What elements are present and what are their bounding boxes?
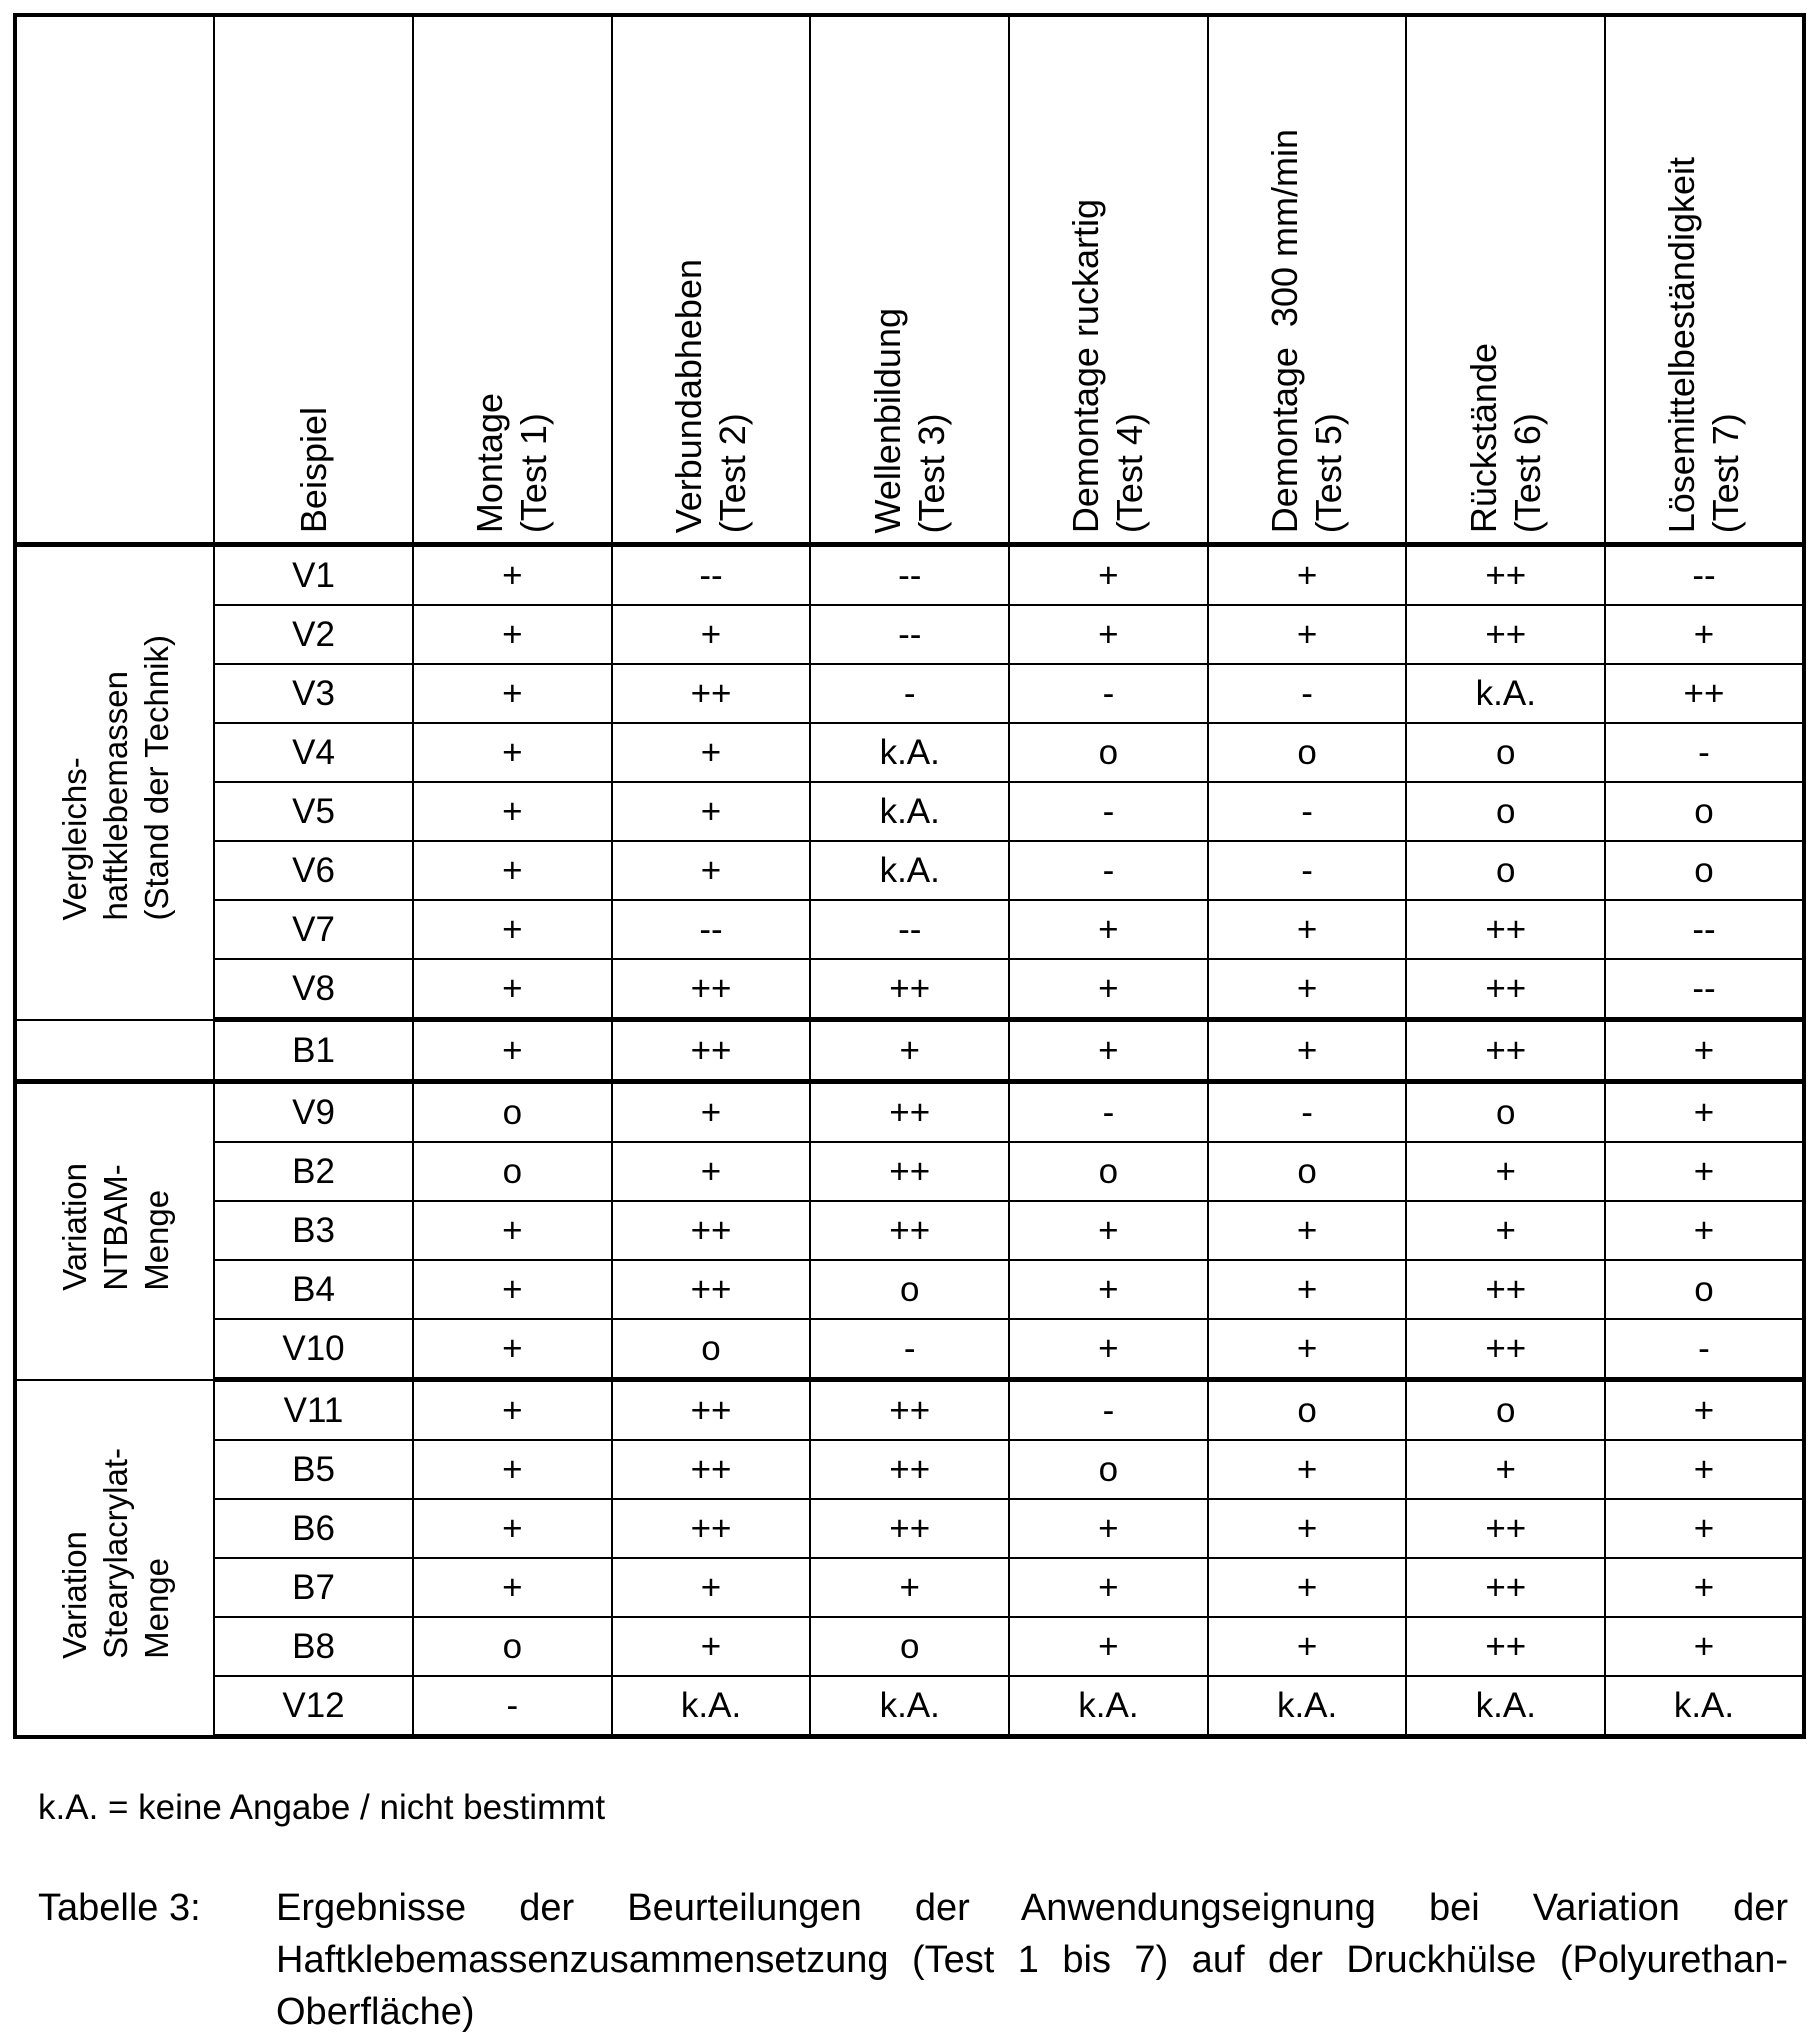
example-id-cell: V7 [214, 900, 413, 959]
rating-cell: + [1009, 545, 1208, 606]
rating-cell: + [1009, 1201, 1208, 1260]
rating-cell: + [413, 664, 612, 723]
table-row [15, 1676, 1804, 1737]
rating-cell: + [413, 1319, 612, 1380]
rating-cell: - [1208, 782, 1407, 841]
example-id-cell: B8 [214, 1617, 413, 1676]
example-id-cell: B6 [214, 1499, 413, 1558]
rating-cell: ++ [612, 959, 811, 1020]
table-row [15, 664, 1804, 723]
rating-cell: + [612, 1617, 811, 1676]
rating-cell: + [1605, 1380, 1804, 1441]
rating-cell: o [1009, 1142, 1208, 1201]
rating-cell: + [1009, 1319, 1208, 1380]
rating-cell: ++ [1406, 545, 1605, 606]
rating-cell: ++ [1406, 1020, 1605, 1082]
rating-cell: k.A. [612, 1676, 811, 1737]
rating-cell: ++ [810, 1142, 1009, 1201]
rating-cell: + [1208, 959, 1407, 1020]
table-row [15, 1260, 1804, 1319]
table-row [15, 1499, 1804, 1558]
example-id-cell: B4 [214, 1260, 413, 1319]
rating-cell: + [1009, 1020, 1208, 1082]
header-label: Beispiel [292, 379, 336, 533]
example-id-cell: V3 [214, 664, 413, 723]
rating-cell: o [1605, 782, 1804, 841]
table-row [15, 545, 1804, 606]
rating-cell: ++ [1406, 900, 1605, 959]
rating-cell: o [1605, 1260, 1804, 1319]
rating-cell: - [1208, 1082, 1407, 1143]
caption-text: Ergebnisse der Beurteilungen der Anwendungseignung bei Variation der Haftklebemassenzusammensetzung (Test 1 bis 7) auf der Druckhülse (Polyurethan-Oberfläche) [276, 1882, 1788, 2038]
table-row [15, 1380, 1804, 1441]
rating-cell: + [1009, 1558, 1208, 1617]
rating-cell: + [1208, 1617, 1407, 1676]
table-row [15, 1142, 1804, 1201]
rating-cell: + [1009, 900, 1208, 959]
rating-cell: k.A. [810, 1676, 1009, 1737]
table-row [15, 782, 1804, 841]
example-id-cell: B7 [214, 1558, 413, 1617]
rating-cell: + [612, 782, 811, 841]
rating-cell: k.A. [810, 782, 1009, 841]
rating-cell: + [413, 1201, 612, 1260]
header-cell [810, 15, 1009, 545]
rating-cell: o [413, 1082, 612, 1143]
header-label: Lösemittelbeständigkeit (Test 7) [1660, 129, 1748, 533]
rating-cell: + [1208, 605, 1407, 664]
rating-cell: -- [1605, 900, 1804, 959]
header-label: Demontage ruckartig (Test 4) [1064, 171, 1152, 533]
rating-cell: + [413, 1380, 612, 1441]
example-id-cell: B1 [214, 1020, 413, 1082]
rating-cell: ++ [612, 1440, 811, 1499]
example-id-cell: V5 [214, 782, 413, 841]
rating-cell: k.A. [1406, 1676, 1605, 1737]
rating-cell: + [1208, 900, 1407, 959]
rating-cell: - [810, 1319, 1009, 1380]
table-row [15, 1020, 1804, 1082]
rating-cell: ++ [810, 1499, 1009, 1558]
rating-cell: + [413, 900, 612, 959]
rating-cell: k.A. [810, 841, 1009, 900]
rating-cell: + [413, 1558, 612, 1617]
group-label-cell [15, 545, 214, 1020]
example-id-cell: V9 [214, 1082, 413, 1143]
rating-cell: ++ [612, 1380, 811, 1441]
rating-cell: + [1406, 1142, 1605, 1201]
rating-cell: + [810, 1558, 1009, 1617]
rating-cell: + [1009, 1260, 1208, 1319]
rating-cell: -- [810, 900, 1009, 959]
rating-cell: + [413, 1499, 612, 1558]
rating-cell: + [1605, 1558, 1804, 1617]
rating-cell: o [810, 1617, 1009, 1676]
rating-cell: ++ [1406, 1558, 1605, 1617]
rating-cell: + [1605, 1142, 1804, 1201]
rating-cell: + [413, 1440, 612, 1499]
rating-cell: -- [810, 605, 1009, 664]
rating-cell: ++ [810, 1380, 1009, 1441]
rating-cell: - [413, 1676, 612, 1737]
table-row [15, 605, 1804, 664]
rating-cell: o [1605, 841, 1804, 900]
table-row [15, 1319, 1804, 1380]
rating-cell: k.A. [810, 723, 1009, 782]
group-label-cell [15, 1020, 214, 1082]
group-label: Variation NTBAM- Menge [54, 1163, 177, 1291]
header-cell [1605, 15, 1804, 545]
rating-cell: + [1605, 1617, 1804, 1676]
rating-cell: - [1009, 1082, 1208, 1143]
results-table [13, 13, 1806, 1739]
rating-cell: ++ [1406, 1319, 1605, 1380]
rating-cell: + [1208, 1260, 1407, 1319]
rating-cell: - [1009, 782, 1208, 841]
rating-cell: o [1208, 1380, 1407, 1441]
table-row [15, 900, 1804, 959]
rating-cell: + [612, 1558, 811, 1617]
rating-cell: + [1009, 959, 1208, 1020]
rating-cell: + [1605, 605, 1804, 664]
header-cell [1009, 15, 1208, 545]
rating-cell: + [810, 1020, 1009, 1082]
rating-cell: o [1406, 723, 1605, 782]
rating-cell: - [1208, 841, 1407, 900]
example-id-cell: V1 [214, 545, 413, 606]
rating-cell: o [413, 1142, 612, 1201]
rating-cell: ++ [1406, 1260, 1605, 1319]
rating-cell: + [413, 545, 612, 606]
rating-cell: + [413, 723, 612, 782]
rating-cell: -- [612, 900, 811, 959]
rating-cell: ++ [1406, 1617, 1605, 1676]
rating-cell: + [1406, 1201, 1605, 1260]
header-label: Verbundabheben (Test 2) [667, 231, 755, 533]
rating-cell: + [1605, 1499, 1804, 1558]
rating-cell: ++ [612, 1499, 811, 1558]
rating-cell: k.A. [1605, 1676, 1804, 1737]
rating-cell: ++ [1406, 959, 1605, 1020]
rating-cell: ++ [612, 1020, 811, 1082]
table-row [15, 1617, 1804, 1676]
header-cell [1208, 15, 1407, 545]
table-row [15, 841, 1804, 900]
rating-cell: ++ [1605, 664, 1804, 723]
rating-cell: -- [1605, 959, 1804, 1020]
group-label-cell [15, 1082, 214, 1380]
rating-cell: + [612, 1082, 811, 1143]
example-id-cell: V8 [214, 959, 413, 1020]
header-label: Wellenbildung (Test 3) [866, 280, 954, 534]
table-row [15, 1201, 1804, 1260]
header-cell [214, 15, 413, 545]
rating-cell: + [1208, 1558, 1407, 1617]
table-row [15, 723, 1804, 782]
example-id-cell: V12 [214, 1676, 413, 1737]
rating-cell: ++ [810, 1440, 1009, 1499]
rating-cell: ++ [612, 1260, 811, 1319]
rating-cell: o [1009, 1440, 1208, 1499]
header-label: Demontage 300 mm/min (Test 5) [1263, 101, 1351, 533]
rating-cell: + [413, 1020, 612, 1082]
rating-cell: o [810, 1260, 1009, 1319]
rating-cell: + [1208, 1499, 1407, 1558]
rating-cell: + [413, 959, 612, 1020]
table-row [15, 1558, 1804, 1617]
table-row [15, 1082, 1804, 1143]
rating-cell: ++ [612, 1201, 811, 1260]
rating-cell: + [612, 723, 811, 782]
table-row [15, 1440, 1804, 1499]
rating-cell: + [612, 1142, 811, 1201]
rating-cell: k.A. [1208, 1676, 1407, 1737]
rating-cell: + [1605, 1201, 1804, 1260]
rating-cell: o [1208, 723, 1407, 782]
rating-cell: + [413, 1260, 612, 1319]
rating-cell: - [810, 664, 1009, 723]
rating-cell: + [1208, 1201, 1407, 1260]
rating-cell: + [1406, 1440, 1605, 1499]
rating-cell: ++ [1406, 605, 1605, 664]
footnote: k.A. = keine Angabe / nicht bestimmt [38, 1788, 605, 1828]
rating-cell: + [1208, 1440, 1407, 1499]
rating-cell: o [1406, 841, 1605, 900]
header-row [15, 15, 1804, 545]
rating-cell: - [1009, 664, 1208, 723]
rating-cell: -- [1605, 545, 1804, 606]
rating-cell: - [1009, 1380, 1208, 1441]
rating-cell: + [1208, 1020, 1407, 1082]
header-cell [1406, 15, 1605, 545]
group-label: Variation Stearylacrylat- Menge [54, 1448, 177, 1659]
rating-cell: o [1208, 1142, 1407, 1201]
table-row [15, 959, 1804, 1020]
rating-cell: -- [612, 545, 811, 606]
rating-cell: k.A. [1406, 664, 1605, 723]
rating-cell: - [1605, 723, 1804, 782]
header-label: Montage (Test 1) [468, 365, 556, 533]
example-id-cell: V2 [214, 605, 413, 664]
rating-cell: ++ [810, 959, 1009, 1020]
rating-cell: ++ [810, 1201, 1009, 1260]
rating-cell: k.A. [1009, 1676, 1208, 1737]
rating-cell: o [1009, 723, 1208, 782]
rating-cell: o [1406, 1380, 1605, 1441]
group-header [15, 15, 214, 545]
example-id-cell: V10 [214, 1319, 413, 1380]
example-id-cell: B2 [214, 1142, 413, 1201]
group-label-cell [15, 1380, 214, 1737]
rating-cell: + [1009, 1499, 1208, 1558]
rating-cell: - [1605, 1319, 1804, 1380]
header-cell [612, 15, 811, 545]
rating-cell: + [1605, 1440, 1804, 1499]
rating-cell: - [1208, 664, 1407, 723]
table-body [15, 545, 1804, 1737]
rating-cell: ++ [810, 1082, 1009, 1143]
rating-cell: + [612, 605, 811, 664]
rating-cell: o [413, 1617, 612, 1676]
header-cell [413, 15, 612, 545]
example-id-cell: V4 [214, 723, 413, 782]
rating-cell: -- [810, 545, 1009, 606]
group-label: Vergleichs- haftklebemassen (Stand der Technik) [54, 635, 177, 921]
rating-cell: o [1406, 1082, 1605, 1143]
rating-cell: + [612, 841, 811, 900]
rating-cell: o [1406, 782, 1605, 841]
rating-cell: + [1208, 545, 1407, 606]
rating-cell: + [1605, 1020, 1804, 1082]
example-id-cell: V6 [214, 841, 413, 900]
rating-cell: + [1009, 1617, 1208, 1676]
rating-cell: - [1009, 841, 1208, 900]
rating-cell: + [413, 782, 612, 841]
caption-label: Tabelle 3: [38, 1882, 201, 1934]
rating-cell: + [1208, 1319, 1407, 1380]
rating-cell: + [1605, 1082, 1804, 1143]
rating-cell: ++ [612, 664, 811, 723]
rating-cell: ++ [1406, 1499, 1605, 1558]
rating-cell: + [413, 841, 612, 900]
rating-cell: + [413, 605, 612, 664]
example-id-cell: B3 [214, 1201, 413, 1260]
example-id-cell: B5 [214, 1440, 413, 1499]
example-id-cell: V11 [214, 1380, 413, 1441]
rating-cell: o [612, 1319, 811, 1380]
rating-cell: + [1009, 605, 1208, 664]
header-label: Rückstände (Test 6) [1462, 315, 1550, 533]
